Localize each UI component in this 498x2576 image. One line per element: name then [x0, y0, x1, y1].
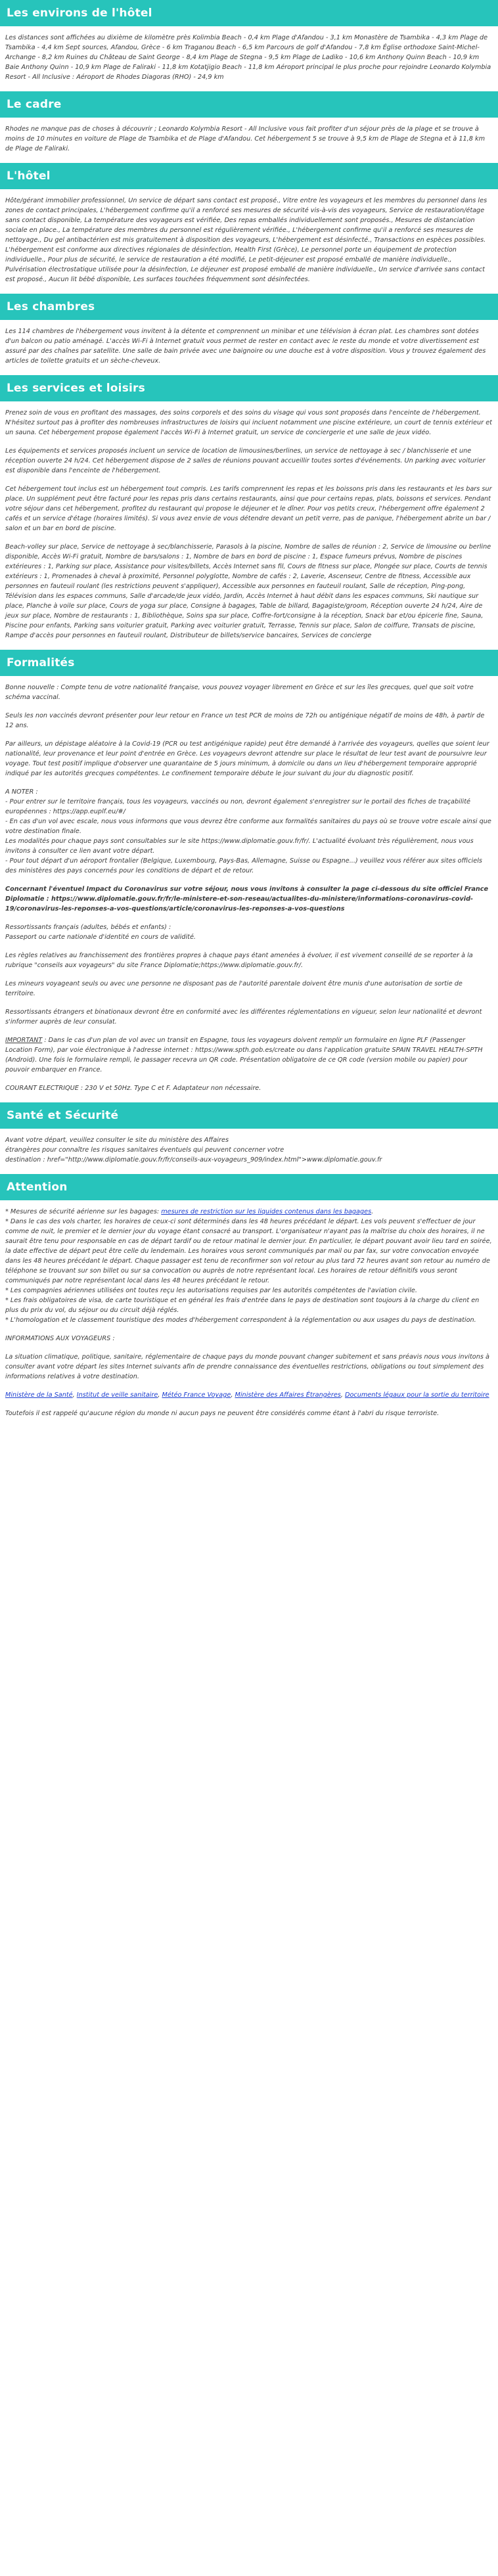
attention-paragraph-8: Toutefois il est rappelé qu'aucune région du monde ni aucun pays ne peuvent être considérés comme étant à l'abri du risque terroriste. [5, 1410, 440, 1417]
formalites-covid-notice: Concernant l'éventuel Impact du Coronavirus sur votre séjour, nous vous invitons à consulter la page ci-dessous du site officiel France Diplomatie : https://www.diplomatie.gouv.fr/fr/le-ministere-et-son-reseau/actualites-du-ministere/informations-coronavirus-covid-19/coronavirus-les-reponses-a-vos-questions/article/coronavirus-les-reponses-a-vos-questions [5, 886, 489, 913]
attention-links: Ministère de la Santé, Institut de veille sanitaire, Météo France Voyage, Ministère des Affaires Étrangères, Documents légaux pour la sortie du territoire [5, 1391, 489, 1399]
services-paragraph-4: Beach-volley sur place, Service de nettoyage à sec/blanchisserie, Parasols à la piscine, Nombre de salles de réunion : 2, Service de limousine ou berline disponible, Accès Wi-Fi gratuit, Nombre de bars/salons : 1, Nombre de bars en bord de piscine : 1, Espace fumeurs prévus, Nombre de piscines extérieures : 1, Parking sur place, Assistance pour visites/billets, Accès Internet sans fil, Cours de fitness sur place, Plongée sur place, Courts de tennis extérieurs : 1, Promenades à cheval à proximité, Personnel polyglotte, Nombre de cafés : 2, Laverie, Ascenseur, Centre de fitness, Accessible aux personnes en fauteuil roulant (les restrictions peuvent s'appliquer), Accessible aux personnes en fauteuil roulant, Salle de réception, Ping-pong, Télévision dans les espaces communs, Salle d'arcade/de jeux vidéo, Jardin, Accès Internet à haut débit dans les espaces communs, Ski nautique sur place, Planche à voile sur place, Cours de yoga sur place, Consigne à bagages, Table de billard, Bagagiste/groom, Réception ouverte 24 h/24, Aire de jeux sur place, Nombre de restaurants : 1, Bibliothèque, Soins spa sur place, Coffre-fort/consigne à la réception, Snack bar et/ou épicerie fine, Sauna, Piscine pour enfants, Parking sans voiturier gratuit, Parking avec voiturier gratuit, Terrasse, Tennis sur place, Salon de coiffure, Transats de piscine, Rampe d'accès pour personnes en fauteuil roulant, Distributeur de billets/service bancaires, Services de concierge [5, 543, 491, 639]
formalites-documents-text: Passeport ou carte nationale d'identité en cours de validité. [5, 934, 196, 941]
formalites-documents [5, 922, 493, 942]
services-paragraph-1: Prenez soin de vous en profitant des massages, des soins corporels et des soins du visage qui vous sont proposés dans l'enceinte de l'hébergement. N'hésitez surtout pas à profiter des nombreuses infrastructures de loisirs qui incluent notamment une piscine extérieure, un court de tennis extérieur et un sauna. Cet hébergement propose également l'accès Wi-Fi à Internet gratuit, un service de conciergerie et une salle de jeux vidéo. [5, 409, 492, 436]
formalites-note-3: Les modalités pour chaque pays sont consultables sur le site https://www.diplomatie.gouv.fr/fr/. L'actualité évoluant très régulièrement, nous vous invitons à consulter ce lien avant votre départ. [5, 838, 474, 855]
section-environs [0, 0, 498, 82]
important-label: IMPORTANT [5, 1037, 43, 1044]
section-title-sante: Santé et Sécurité [0, 1102, 498, 1129]
sante-line-1: Avant votre départ, veuillez consulter le site du ministère des Affaires [5, 1137, 229, 1144]
cadre-text: Rhodes ne manque pas de choses à découvrir ; Leonardo Kolymbia Resort - All Inclusive vous fait profiter d'un séjour près de la plage et se trouve à moins de 10 minutes en voiture de Plage de Tsambika et de Plage d'Afandou. Cet hébergement 5 se trouve à 9,5 km de Plage de Stegna et à 11,8 km de Plage de Faliraki. [5, 125, 486, 152]
section-formalites [0, 650, 498, 1093]
formalites-paragraph-1: Bonne nouvelle : Compte tenu de votre nationalité française, vous pouvez voyager librement en Grèce et sur les îles grecques, quel que soit votre schéma vaccinal. [5, 684, 474, 701]
formalites-paragraph-9: Ressortissants étrangers et binationaux devront être en conformité avec les différentes réglementations en vigueur, selon leur nationalité et devront s'informer auprès de leur consulat. [5, 1008, 482, 1026]
liquids-restriction-link[interactable]: mesures de restriction sur les liquides contenus dans les bagages [161, 1208, 372, 1215]
attention-paragraph-3: * Les compagnies aériennes utilisées ont toutes reçu les autorisations requises par les autorités compétentes de l'aviation civile. [5, 1287, 417, 1294]
sante-text [5, 1135, 493, 1165]
important-text: : Dans le cas d'un plan de vol avec un transit en Espagne, tous les voyageurs doivent remplir un formulaire en ligne PLF (Passenger Location Form), par voie électronique à l'adresse internet : https://www.spth.gob.es/create ou dans l'application gratuite SPAIN TRAVEL HEALTH-SPTH (Android). Une fois le formulaire rempli, le passager recevra un QR code. Présentation obligatoire de ce QR code (version mobile ou papier) pour pouvoir embarquer en France. [5, 1037, 483, 1073]
attention-paragraph-1 [5, 1207, 493, 1217]
link-ministere-sante[interactable]: Ministère de la Santé [5, 1391, 73, 1399]
formalites-important [5, 1035, 493, 1075]
formalites-electricity: COURANT ELECTRIQUE : 230 V et 50Hz. Type C et F. Adaptateur non nécessaire. [5, 1085, 261, 1092]
section-title-attention: Attention [0, 1174, 498, 1200]
attention-paragraph-2: * Dans le cas des vols charter, les horaires de ceux-ci sont déterminés dans les 48 heures précédant le départ. Les vols peuvent s'effectuer de jour comme de nuit, le premier et le dernier jour du voyage étant consacré au transport. L'organisateur n'ayant pas la maîtrise du choix des horaires, il ne saurait être tenu pour responsable en cas de départ tardif ou de retour matinal le dernier jour. En particulier, le départ pouvant avoir lieu tard en soirée, la date effective de départ peut être celle du lendemain. Les horaires vous seront communiqués par mail ou par fax, sur votre convocation envoyée dans les 48 heures précédant le départ. Chaque passager est tenu de reconfirmer son vol retour au plus tard 72 heures avant son retour au numéro de téléphone se trouvant sur son billet ou sur sa convocation ou auprès de notre représentant local. Les horaires de retour définitifs vous seront communiqués par notre représentant local dans les 48 heures précédant le retour. [5, 1218, 492, 1284]
attention-security-label: * Mesures de sécurité aérienne sur les bagages: [5, 1208, 162, 1215]
sante-line-2: étrangères pour connaître les risques sanitaires éventuels qui peuvent concerner votre [5, 1146, 284, 1154]
formalites-note-1: - Pour entrer sur le territoire français, tous les voyageurs, vaccinés ou non, devront également s'enregistrer sur le portail des fiches de traçabilité européennes : https://app.euplf.eu/#/ [5, 798, 470, 815]
section-cadre [0, 91, 498, 154]
formalites-paragraph-8: Les mineurs voyageant seuls ou avec une personne ne disposant pas de l'autorité parentale doivent être munis d'une autorisation de sortie de territoire. [5, 980, 463, 997]
attention-paragraph-5: * L'homologation et le classement touristique des modes d'hébergement correspondent à la réglementation ou aux usages du pays de destination. [5, 1317, 476, 1324]
formalites-note-2: - En cas d'un vol avec escale, nous vous informons que vous devrez être conforme aux formalités sanitaires du pays où se trouve votre escale ainsi que votre destination finale. [5, 818, 491, 835]
formalites-paragraph-3: Par ailleurs, un dépistage aléatoire à la Covid-19 (PCR ou test antigénique rapide) peut être demandé à l'arrivée des voyageurs, quelles que soient leur nationalité, leur provenance et leur point d'entrée en Grèce. Les voyageurs devront attendre sur place le résultat de leur test avant de poursuivre leur voyage. Tout test positif implique d'observer une quarantaine de 5 jours minimum, à domicile ou dans un lieu d'hébergement temporaire approprié indiqué par les autorités grecques compétentes. Le confinement temporaire débute le jour suivant du jour du diagnostic positif. [5, 740, 489, 777]
link-meteo-france[interactable]: Météo France Voyage [162, 1391, 231, 1399]
section-hotel [0, 163, 498, 284]
services-paragraph-2: Les équipements et services proposés incluent un service de location de limousines/berlines, un service de nettoyage à sec / blanchisserie et une réception ouverte 24 h/24. Cet hébergement dispose de 2 salles de réunions pouvant accueillir toutes sortes d'événements. Un parking avec voiturier est disponible dans l'enceinte de l'hébergement. [5, 447, 486, 474]
attention-paragraph-4: * Les frais obligatoires de visa, de carte touristique et en général les frais d'entrée dans le pays de destination sont toujours à la charge du client en plus du prix du vol, du séjour ou du circuit déjà réglés. [5, 1297, 480, 1314]
section-title-chambres: Les chambres [0, 294, 498, 320]
formalites-paragraph-7: Les règles relatives au franchissement des frontières propres à chaque pays étant amenées à évoluer, il est vivement conseillé de se reporter à la rubrique "conseils aux voyageurs" du site France Diplomatie;https://www.diplomatie.gouv.fr/. [5, 952, 473, 969]
formalites-paragraph-2: Seuls les non vaccinés devront présenter pour leur retour en France un test PCR de moins de 72h ou antigénique négatif de moins de 48h, à partir de 12 ans. [5, 712, 485, 729]
section-title-formalites: Formalités [0, 650, 498, 676]
formalites-note-block [5, 787, 493, 876]
chambres-text: Les 114 chambres de l'hébergement vous invitent à la détente et comprennent un minibar et une télévision à écran plat. Les chambres sont dotées d'un balcon ou patio aménagé. L'accès Wi-Fi à Internet gratuit vous permet de rester en contact avec le reste du monde et votre divertissement est assuré par des chaînes par satellite. Une salle de bain privée avec une baignoire ou une douche est à votre disposition. Vous y trouvez également des articles de toilette gratuits et un sèche-cheveux. [5, 328, 486, 365]
attention-travellers-title: INFORMATIONS AUX VOYAGEURS : [5, 1335, 115, 1342]
formalites-documents-title: Ressortissants français (adultes, bébés et enfants) : [5, 924, 171, 931]
attention-period: . [371, 1208, 374, 1215]
section-chambres [0, 294, 498, 366]
section-sante [0, 1102, 498, 1165]
services-paragraph-3: Cet hébergement tout inclus est un hébergement tout compris. Les tarifs comprennent les repas et les boissons pris dans les restaurants et les bars sur place. Un supplément peut être facturé pour les repas pris dans certains restaurants, ainsi que pour certains repas, plats, boissons et services. Pendant votre séjour dans cet hébergement, profitez du restaurant qui propose le déjeuner et le dîner. Pour vos petits creux, l'hébergement offre également 2 cafés et un service d'étage (horaires limités). Si vous avez envie de vous détendre devant un petit verre, pas de panique, l'hébergement abrite un bar / salon et un bar en bord de piscine. [5, 486, 492, 532]
link-documents-legaux[interactable]: Documents légaux pour la sortie du territoire [345, 1391, 489, 1399]
attention-paragraph-7: La situation climatique, politique, sanitaire, réglementaire de chaque pays du monde pouvant changer subitement et sans préavis nous vous invitons à consulter avant votre départ les sites Internet suivants afin de prendre connaissance des éventuelles restrictions, obligations ou tout simplement des informations relatives à votre destination. [5, 1353, 489, 1380]
section-attention [0, 1174, 498, 1418]
hotel-text: Hôte/gérant immobilier professionnel, Un service de départ sans contact est proposé., Vitre entre les voyageurs et les membres du personnel dans les zones de contact principales, L'hébergement confirme qu'il a renforcé ses mesures de sécurité vis-à-vis des voyageurs, Service de restauration/étage sans contact disponible, La température des voyageurs est vérifiée, Des repas emballés individuellement sont proposés., Mesures de distanciation sociale en place., La température des membres du personnel est régulièrement vérifiée., L'hébergement confirme qu'il a renforcé ses mesures de nettoyage., Du gel antibactérien est mis gratuitement à disposition des voyageurs, L'hébergement est désinfecté., Transactions en espèces possibles. L'hébergement est conforme aux directives régionales de désinfection, Health First (Grèce), Le personnel porte un équipement de protection individuelle., Pour plus de sécurité, le service de restauration a été modifié, Le petit-déjeuner est proposé emballé de manière individuelle., Pulvérisation électrostatique utilisée pour la désinfection, Le déjeuner est proposé emballé de manière individuelle., Un service d'arrivée sans contact est proposé., Aucun lit bébé disponible, Les surfaces touchées fréquemment sont désinfectées. [5, 197, 487, 283]
section-title-services: Les services et loisirs [0, 375, 498, 401]
section-services [0, 375, 498, 641]
link-veille-sanitaire[interactable]: Institut de veille sanitaire [76, 1391, 158, 1399]
environs-text: Les distances sont affichées au dixième de kilomètre près Kolimbia Beach - 0,4 km Plage d'Afandou - 3,1 km Monastère de Tsambika - 4,3 km Plage de Tsambika - 4,4 km Sept sources, Afandou, Grèce - 6 km Traganou Beach - 6,5 km Parcours de golf d'Afandou - 7,8 km Église orthodoxe Saint-Michel-Archange - 8,2 km Ruines du Château de Saint George - 8,4 km Plage de Stegna - 9,5 km Plage de Ladiko - 10,6 km Anthony Quinn Beach - 10,9 km Baie Anthony Quinn - 10,9 km Plage de Faliraki - 11,8 km Kotatjigio Beach - 11,8 km Aéroport principal le plus proche pour rejoindre Leonardo Kolymbia Resort - All Inclusive : Aéroport de Rhodes Diagoras (RHO) - 24,9 km [5, 34, 491, 81]
section-title-cadre: Le cadre [0, 91, 498, 118]
formalites-note-4: - Pour tout départ d'un aéroport frontalier (Belgique, Luxembourg, Pays-Bas, Allemagne, Suisse ou Espagne...) veuillez vous référer aux sites officiels des ministères des pays concernés pour les conditions de départ et de retour. [5, 857, 482, 874]
section-title-hotel: L'hôtel [0, 163, 498, 189]
formalites-note-title: A NOTER : [5, 788, 38, 796]
section-title-environs: Les environs de l'hôtel [0, 0, 498, 26]
sante-line-3: destination : href="http://www.diplomatie.gouv.fr/fr/conseils-aux-voyageurs_909/index.html">www.diplomatie.gouv.fr [5, 1156, 382, 1164]
link-affaires-etrangeres[interactable]: Ministère des Affaires Étrangères [235, 1391, 341, 1399]
